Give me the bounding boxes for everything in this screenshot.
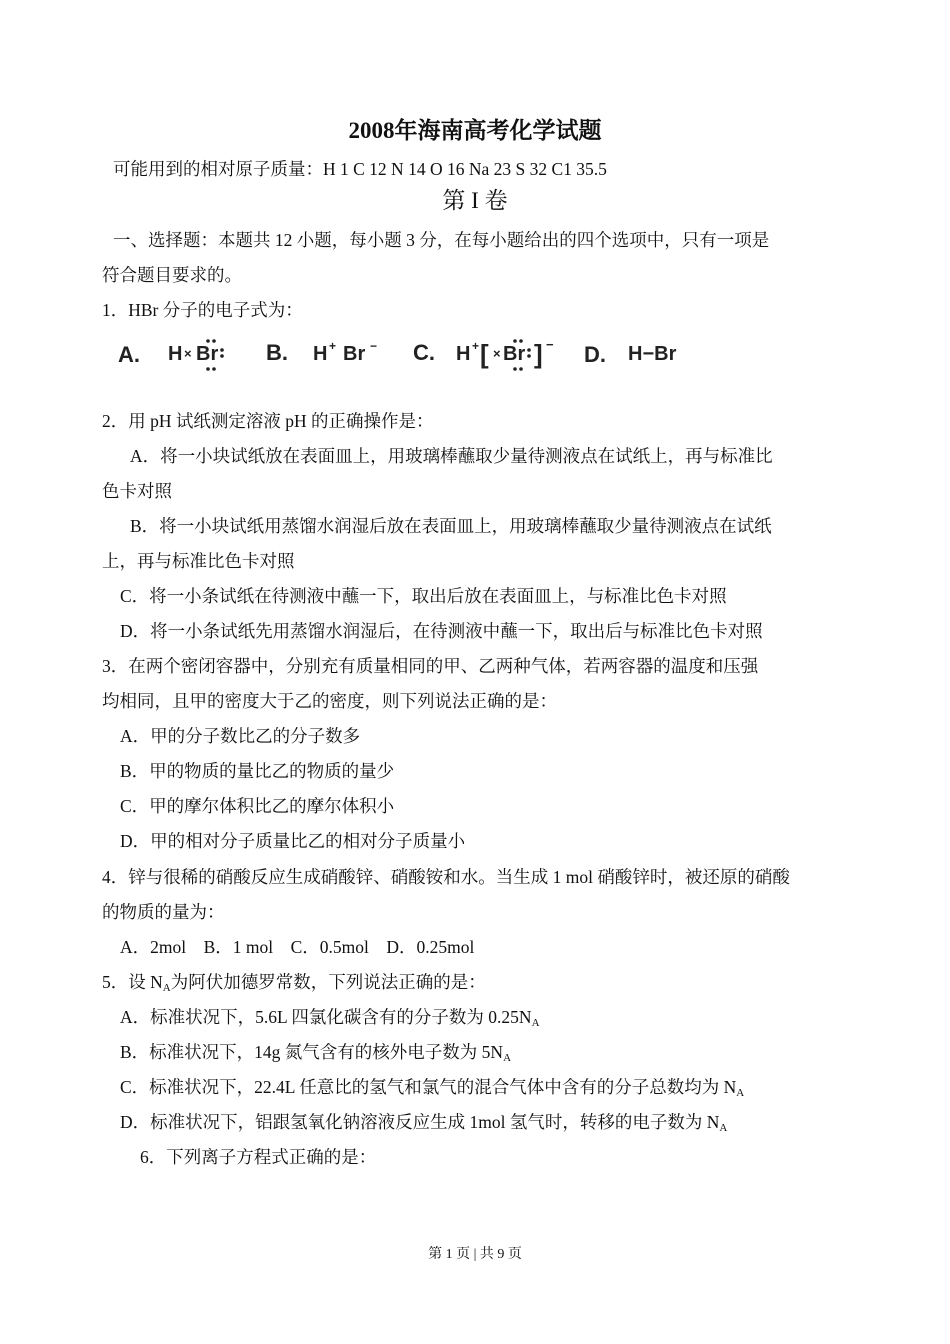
q1-option-b-minus: − xyxy=(370,339,378,353)
q1-option-c-rbracket: ] xyxy=(534,339,543,369)
q5-stem-post: 为阿伏加德罗常数，下列说法正确的是： xyxy=(170,972,486,992)
q1-option-b-plus: + xyxy=(329,339,337,353)
q2-option-d: D．将一小条试纸先用蒸馏水润湿后，在待测液中蘸一下，取出后与标准比色卡对照 xyxy=(120,621,763,641)
q1-option-a-h: H xyxy=(168,343,183,365)
q5-stem-pre: 5．设 N xyxy=(102,972,163,992)
q5-option-d-sub: A xyxy=(719,1122,728,1134)
q6-stem: 6．下列离子方程式正确的是： xyxy=(140,1147,377,1167)
q2-stem: 2．用 pH 试纸测定溶液 pH 的正确操作是： xyxy=(102,411,434,431)
q1-option-c-plus: + xyxy=(472,339,480,353)
q2-option-a-line2: 色卡对照 xyxy=(102,481,172,501)
electron-dot xyxy=(519,339,523,343)
q3-option-c: C．甲的摩尔体积比乙的摩尔体积小 xyxy=(120,796,395,816)
electron-dot xyxy=(212,339,216,343)
section-heading: 第 I 卷 xyxy=(442,188,508,213)
q1-option-a-br: Br xyxy=(196,343,219,365)
q1-option-c-letter: C. xyxy=(413,340,435,365)
q5-option-d-text: D．标准状况下，铝跟氢氧化钠溶液反应生成 1mol 氢气时，转移的电子数为 N xyxy=(120,1112,720,1132)
q1-options-svg xyxy=(118,336,708,376)
q1-option-c-h: H xyxy=(456,343,471,365)
q1-option-a-cross: × xyxy=(184,346,192,361)
electron-dot xyxy=(212,367,216,371)
q5-stem-sub: A xyxy=(162,982,171,994)
q3-option-b: B．甲的物质的量比乙的物质的量少 xyxy=(120,761,395,781)
q5-stem xyxy=(102,971,486,993)
instruction-line-2: 符合题目要求的。 xyxy=(102,265,242,285)
q1-option-c-br: Br xyxy=(503,343,526,365)
electron-dot xyxy=(527,348,531,352)
q5-option-b-sub: A xyxy=(503,1052,512,1064)
q2-option-c: C．将一小条试纸在待测液中蘸一下，取出后放在表面皿上，与标准比色卡对照 xyxy=(120,586,727,606)
q3-option-d: D．甲的相对分子质量比乙的相对分子质量小 xyxy=(120,831,466,851)
q4-stem-line2: 的物质的量为： xyxy=(102,902,225,922)
atomic-masses: 可能用到的相对原子质量：H 1 C 12 N 14 O 16 Na 23 S 32 C1 35.5 xyxy=(113,159,607,179)
q5-option-a xyxy=(120,1006,540,1028)
electron-dot xyxy=(513,367,517,371)
q5-option-c xyxy=(120,1076,744,1098)
electron-dot xyxy=(519,367,523,371)
q4-stem-line1: 4．锌与很稀的硝酸反应生成硝酸锌、硝酸铵和水。当生成 1 mol 硝酸锌时，被还原的硝酸 xyxy=(102,867,790,887)
electron-dot xyxy=(206,339,210,343)
q2-option-b-line1: B．将一小块试纸用蒸馏水润湿后放在表面皿上，用玻璃棒蘸取少量待测液点在试纸 xyxy=(130,516,772,536)
q1-option-d-letter: D. xyxy=(584,342,606,367)
q1-option-b-br: Br xyxy=(343,343,366,365)
q5-option-c-sub: A xyxy=(736,1087,745,1099)
q5-option-a-text: A．标准状况下，5.6L 四氯化碳含有的分子数为 0.25N xyxy=(120,1007,532,1027)
q1-option-c-minus: − xyxy=(546,337,554,352)
q1-option-b-h: H xyxy=(313,343,328,365)
q1-option-c-lbracket: [ xyxy=(480,339,489,369)
q1-stem: 1．HBr 分子的电子式为： xyxy=(102,300,303,320)
electron-dot xyxy=(527,354,531,358)
q1-option-b-letter: B. xyxy=(266,340,288,365)
page-title: 2008年海南高考化学试题 xyxy=(348,118,602,143)
q1-options-image xyxy=(118,336,708,376)
q5-option-b xyxy=(120,1041,511,1063)
q1-option-d-formula: H−Br xyxy=(628,343,677,365)
q1-option-a-letter: A. xyxy=(118,342,140,367)
q3-option-a: A．甲的分子数比乙的分子数多 xyxy=(120,726,361,746)
instruction-line-1: 一、选择题：本题共 12 小题，每小题 3 分，在每小题给出的四个选项中，只有一项是 xyxy=(113,230,770,250)
q2-option-a-line1: A．将一小块试纸放在表面皿上，用玻璃棒蘸取少量待测液点在试纸上，再与标准比 xyxy=(130,446,773,466)
page-footer: 第 1 页 | 共 9 页 xyxy=(428,1247,522,1262)
electron-dot xyxy=(206,367,210,371)
q3-stem-line2: 均相同，且甲的密度大于乙的密度，则下列说法正确的是： xyxy=(102,691,557,711)
q3-stem-line1: 3．在两个密闭容器中，分别充有质量相同的甲、乙两种气体，若两容器的温度和压强 xyxy=(102,656,759,676)
q5-option-a-sub: A xyxy=(531,1017,540,1029)
q2-option-b-line2: 上，再与标准比色卡对照 xyxy=(102,551,295,571)
q5-option-c-text: C．标准状况下，22.4L 任意比的氢气和氯气的混合气体中含有的分子总数均为 N xyxy=(120,1077,737,1097)
electron-dot xyxy=(513,339,517,343)
q1-option-c-cross: × xyxy=(493,346,501,361)
q4-options: A．2mol B．1 mol C．0.5mol D．0.25mol xyxy=(120,937,475,957)
q5-option-b-text: B．标准状况下，14g 氮气含有的核外电子数为 5N xyxy=(120,1042,504,1062)
q5-option-d xyxy=(120,1111,727,1133)
electron-dot xyxy=(220,354,224,358)
electron-dot xyxy=(220,348,224,352)
